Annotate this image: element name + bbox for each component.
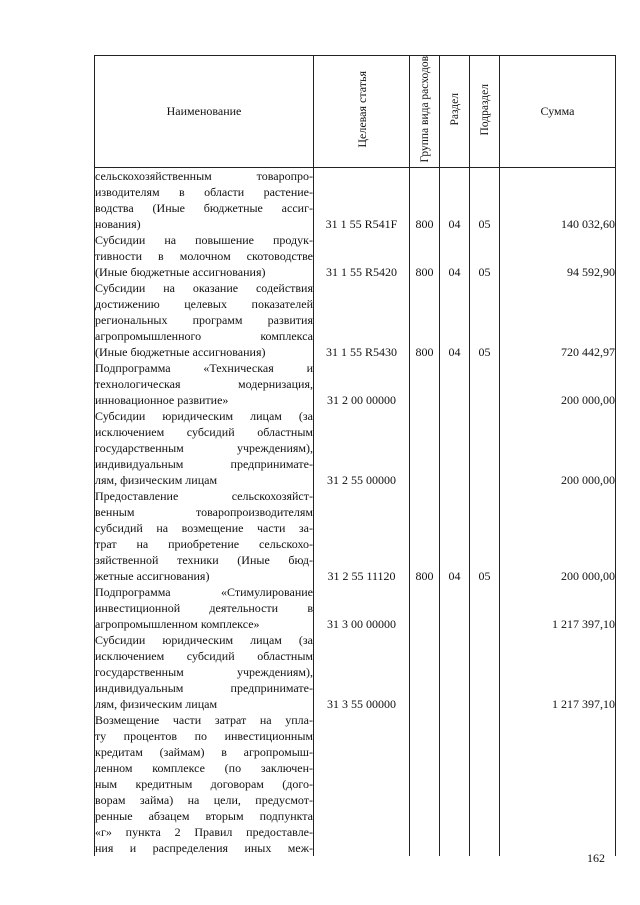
row-subsection <box>470 712 500 856</box>
row-name-line: водства (Иные бюджетные ассиг- <box>95 200 313 215</box>
row-name-line: исключением субсидий областным <box>95 424 313 439</box>
row-name <box>95 584 314 632</box>
row-name-line: (Иные бюджетные ассигнования) <box>95 264 266 279</box>
row-subsection <box>470 360 500 408</box>
row-sum: 1 217 397,10 <box>500 632 616 712</box>
row-name-line: государственным учреждениям), <box>95 440 313 455</box>
row-name-line: региональных программ развития <box>95 312 313 327</box>
row-section <box>440 408 470 488</box>
table-row <box>95 280 616 360</box>
row-name-line: индивидуальным предпринимате- <box>95 456 313 471</box>
table-row <box>95 232 616 280</box>
row-target-code: 31 2 55 11120 <box>314 488 410 584</box>
row-name-line: венным товаропроизводителям <box>95 504 313 519</box>
row-name-line: государственным учреждениям), <box>95 664 313 679</box>
table-row <box>95 488 616 584</box>
header-section: Раздел <box>440 56 470 168</box>
row-section <box>440 632 470 712</box>
row-name-line: лям, физическим лицам <box>95 696 218 711</box>
row-subsection <box>470 632 500 712</box>
row-name <box>95 408 314 488</box>
row-name-line: Субсидии юридическим лицам (за <box>95 632 313 647</box>
row-sum: 200 000,00 <box>500 408 616 488</box>
row-subsection: 05 <box>470 488 500 584</box>
row-name <box>95 632 314 712</box>
table-row <box>95 167 616 232</box>
row-name-line: ным кредитным договорам (дого- <box>95 776 313 791</box>
row-section: 04 <box>440 232 470 280</box>
table-body <box>95 167 616 856</box>
row-name-line: Субсидии на оказание содействия <box>95 280 313 295</box>
row-sum: 140 032,60 <box>500 167 616 232</box>
row-name-line: субсидий на возмещение части за- <box>95 520 313 535</box>
table-row <box>95 408 616 488</box>
row-name-line: агропромышленного комплекса <box>95 328 313 343</box>
row-target-code: 31 2 00 00000 <box>314 360 410 408</box>
row-name <box>95 167 314 232</box>
row-subsection: 05 <box>470 232 500 280</box>
table-header-row <box>95 56 616 168</box>
row-section: 04 <box>440 280 470 360</box>
row-name-line: Субсидии на повышение продук- <box>95 232 313 247</box>
table-row <box>95 712 616 856</box>
row-name-line: исключением субсидий областным <box>95 648 313 663</box>
row-subsection <box>470 584 500 632</box>
row-name-line: Подпрограмма «Техническая и <box>95 360 313 375</box>
row-section <box>440 360 470 408</box>
row-expense-group: 800 <box>410 167 440 232</box>
row-sum: 1 217 397,10 <box>500 584 616 632</box>
row-name <box>95 280 314 360</box>
row-sum <box>500 712 616 856</box>
row-target-code <box>314 712 410 856</box>
row-name-line: лям, физическим лицам <box>95 472 218 487</box>
row-name-line: кредитам (займам) в агропромыш- <box>95 744 313 759</box>
table-row <box>95 584 616 632</box>
row-name-line: ренные абзацем вторым подпункта <box>95 808 313 823</box>
row-name-line: изводителям в области растение- <box>95 184 313 199</box>
row-subsection: 05 <box>470 167 500 232</box>
row-sum: 720 442,97 <box>500 280 616 360</box>
row-name-line: инвестиционной деятельности в <box>95 600 313 615</box>
row-name-line: ленном комплексе (по заключен- <box>95 760 313 775</box>
row-target-code: 31 1 55 R5430 <box>314 280 410 360</box>
table-row <box>95 360 616 408</box>
row-target-code: 31 1 55 R5420 <box>314 232 410 280</box>
row-name-line: ту процентов по инвестиционным <box>95 728 313 743</box>
row-name <box>95 232 314 280</box>
row-expense-group <box>410 408 440 488</box>
row-name <box>95 712 314 856</box>
row-sum: 200 000,00 <box>500 488 616 584</box>
row-name-line: жетные ассигнования) <box>95 568 210 583</box>
row-name-line: ния и распределения иных меж- <box>95 840 313 855</box>
row-section: 04 <box>440 488 470 584</box>
row-name <box>95 488 314 584</box>
row-sum: 94 592,90 <box>500 232 616 280</box>
header-target: Целевая статья <box>314 56 410 168</box>
row-name-line: Подпрограмма «Стимулирование <box>95 584 313 599</box>
row-target-code: 31 2 55 00000 <box>314 408 410 488</box>
row-section: 04 <box>440 167 470 232</box>
row-name-line: индивидуальным предпринимате- <box>95 680 313 695</box>
row-target-code: 31 3 00 00000 <box>314 584 410 632</box>
row-name-line: Предоставление сельскохозяйст- <box>95 488 313 503</box>
row-section <box>440 712 470 856</box>
row-name-line: инновационное развитие» <box>95 392 229 407</box>
row-name-line: Возмещение части затрат на упла- <box>95 712 313 727</box>
row-subsection: 05 <box>470 280 500 360</box>
row-subsection <box>470 408 500 488</box>
row-expense-group: 800 <box>410 488 440 584</box>
row-name-line: достижению целевых показателей <box>95 296 313 311</box>
budget-table <box>94 55 616 856</box>
row-name-line: ворам займа) на цели, предусмот- <box>95 792 313 807</box>
row-target-code: 31 1 55 R541F <box>314 167 410 232</box>
row-name-line: зяйственной техники (Иные бюд- <box>95 552 313 567</box>
row-expense-group <box>410 712 440 856</box>
row-target-code: 31 3 55 00000 <box>314 632 410 712</box>
row-expense-group <box>410 632 440 712</box>
table-row <box>95 632 616 712</box>
header-expense-group: Группа вида расходов <box>410 56 440 168</box>
row-name-line: Субсидии юридическим лицам (за <box>95 408 313 423</box>
row-expense-group: 800 <box>410 280 440 360</box>
row-name-line: агропромышленном комплексе» <box>95 616 260 631</box>
row-name-line: тивности в молочном скотоводстве <box>95 248 313 263</box>
row-name-line: технологическая модернизация, <box>95 376 313 391</box>
row-section <box>440 584 470 632</box>
header-name: Наименование <box>95 56 314 168</box>
row-expense-group: 800 <box>410 232 440 280</box>
row-name-line: «г» пункта 2 Правил предоставле- <box>95 824 313 839</box>
row-expense-group <box>410 360 440 408</box>
row-name-line: сельскохозяйственным товаропро- <box>95 168 313 183</box>
header-subsection: Подраздел <box>470 56 500 168</box>
row-name <box>95 360 314 408</box>
header-sum: Сумма <box>500 56 616 168</box>
row-expense-group <box>410 584 440 632</box>
row-sum: 200 000,00 <box>500 360 616 408</box>
row-name-line: (Иные бюджетные ассигнования) <box>95 344 266 359</box>
row-name-line: нования) <box>95 216 141 231</box>
page-number: 162 <box>587 851 605 865</box>
row-name-line: трат на приобретение сельскохо- <box>95 536 313 551</box>
